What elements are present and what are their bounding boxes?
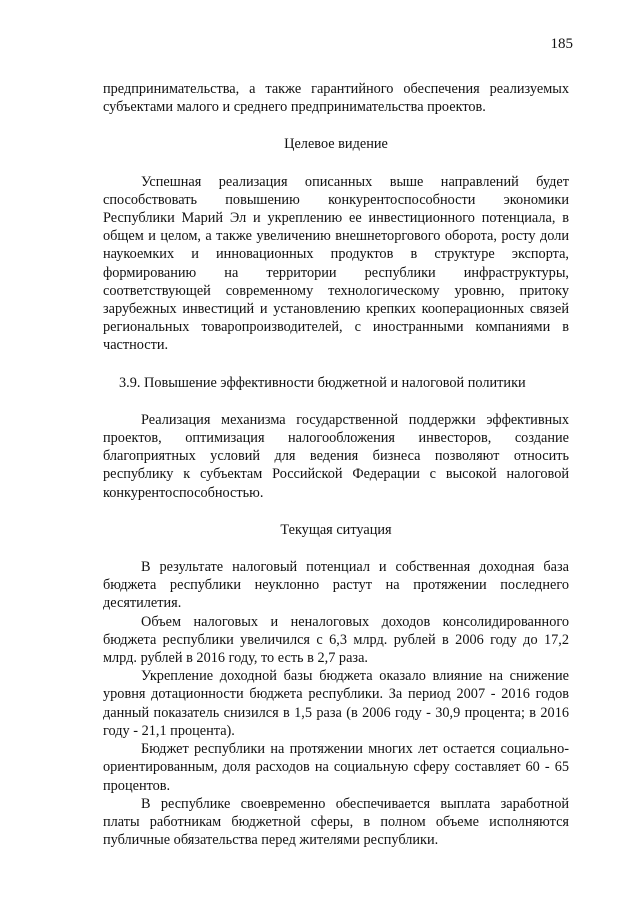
intro-paragraph: предпринимательства, а также гарантийного обеспечения реализуемых субъектами малого и среднего предпринимательства проектов.: [103, 81, 569, 116]
heading-target-vision: Целевое видение: [284, 136, 388, 153]
section-heading: 3.9. Повышение эффективности бюджетной и налоговой политики: [119, 374, 526, 391]
heading-current-situation: Текущая ситуация: [280, 521, 392, 538]
document-body: [103, 80, 569, 849]
target-vision-paragraph: Успешная реализация описанных выше направлений будет способствовать повышению конкурентоспособности экономики Республики Марий Эл и укреплению ее инвестиционного потенциала, в общем и целом, а также увеличению внешнеторгового оборота, росту доли наукоемких и инновационных продуктов в структуре экспорта, формированию на территории республики инфраструктуры, соответствующей современному технологическому уровню, притоку зарубежных инвестиций и установлению крепких кооперационных связей региональных товаропроизводителей, с иностранными компаниями в частности.: [103, 173, 569, 354]
current-situation-paragraph-3: Укрепление доходной базы бюджета оказало влияние на снижение уровня дотационности бюджета республики. За период 2007 - 2016 годов данный показатель снизился в 1,5 раза (в 2006 году - 30,9 процента; в 2016 году - 21,1 процента).: [103, 668, 569, 739]
current-situation-paragraph-5: В республике своевременно обеспечивается выплата заработной платы работникам бюджетной сферы, в полном объеме исполняются публичные обязательства перед жителями республики.: [103, 795, 569, 849]
current-situation-paragraph-2: Объем налоговых и неналоговых доходов консолидированного бюджета республики увеличился с 6,3 млрд. рублей в 2006 году до 17,2 млрд. рублей в 2016 году, то есть в 2,7 раза.: [103, 613, 569, 667]
page-number: 185: [550, 36, 573, 52]
current-situation-paragraph-4: Бюджет республики на протяжении многих лет остается социально-ориентированным, доля расходов на социальную сферу составляет 60 - 65 процентов.: [103, 741, 569, 794]
section-intro-paragraph: Реализация механизма государственной поддержки эффективных проектов, оптимизация налогообложения инвесторов, создание благоприятных условий для ведения бизнеса позволяют относить республику к субъектам Российской Федерации с высокой налоговой конкурентоспособностью.: [103, 411, 569, 501]
current-situation-paragraph-1: В результате налоговый потенциал и собственная доходная база бюджета республики неуклонно растут на протяжении последнего десятилетия.: [103, 559, 569, 612]
